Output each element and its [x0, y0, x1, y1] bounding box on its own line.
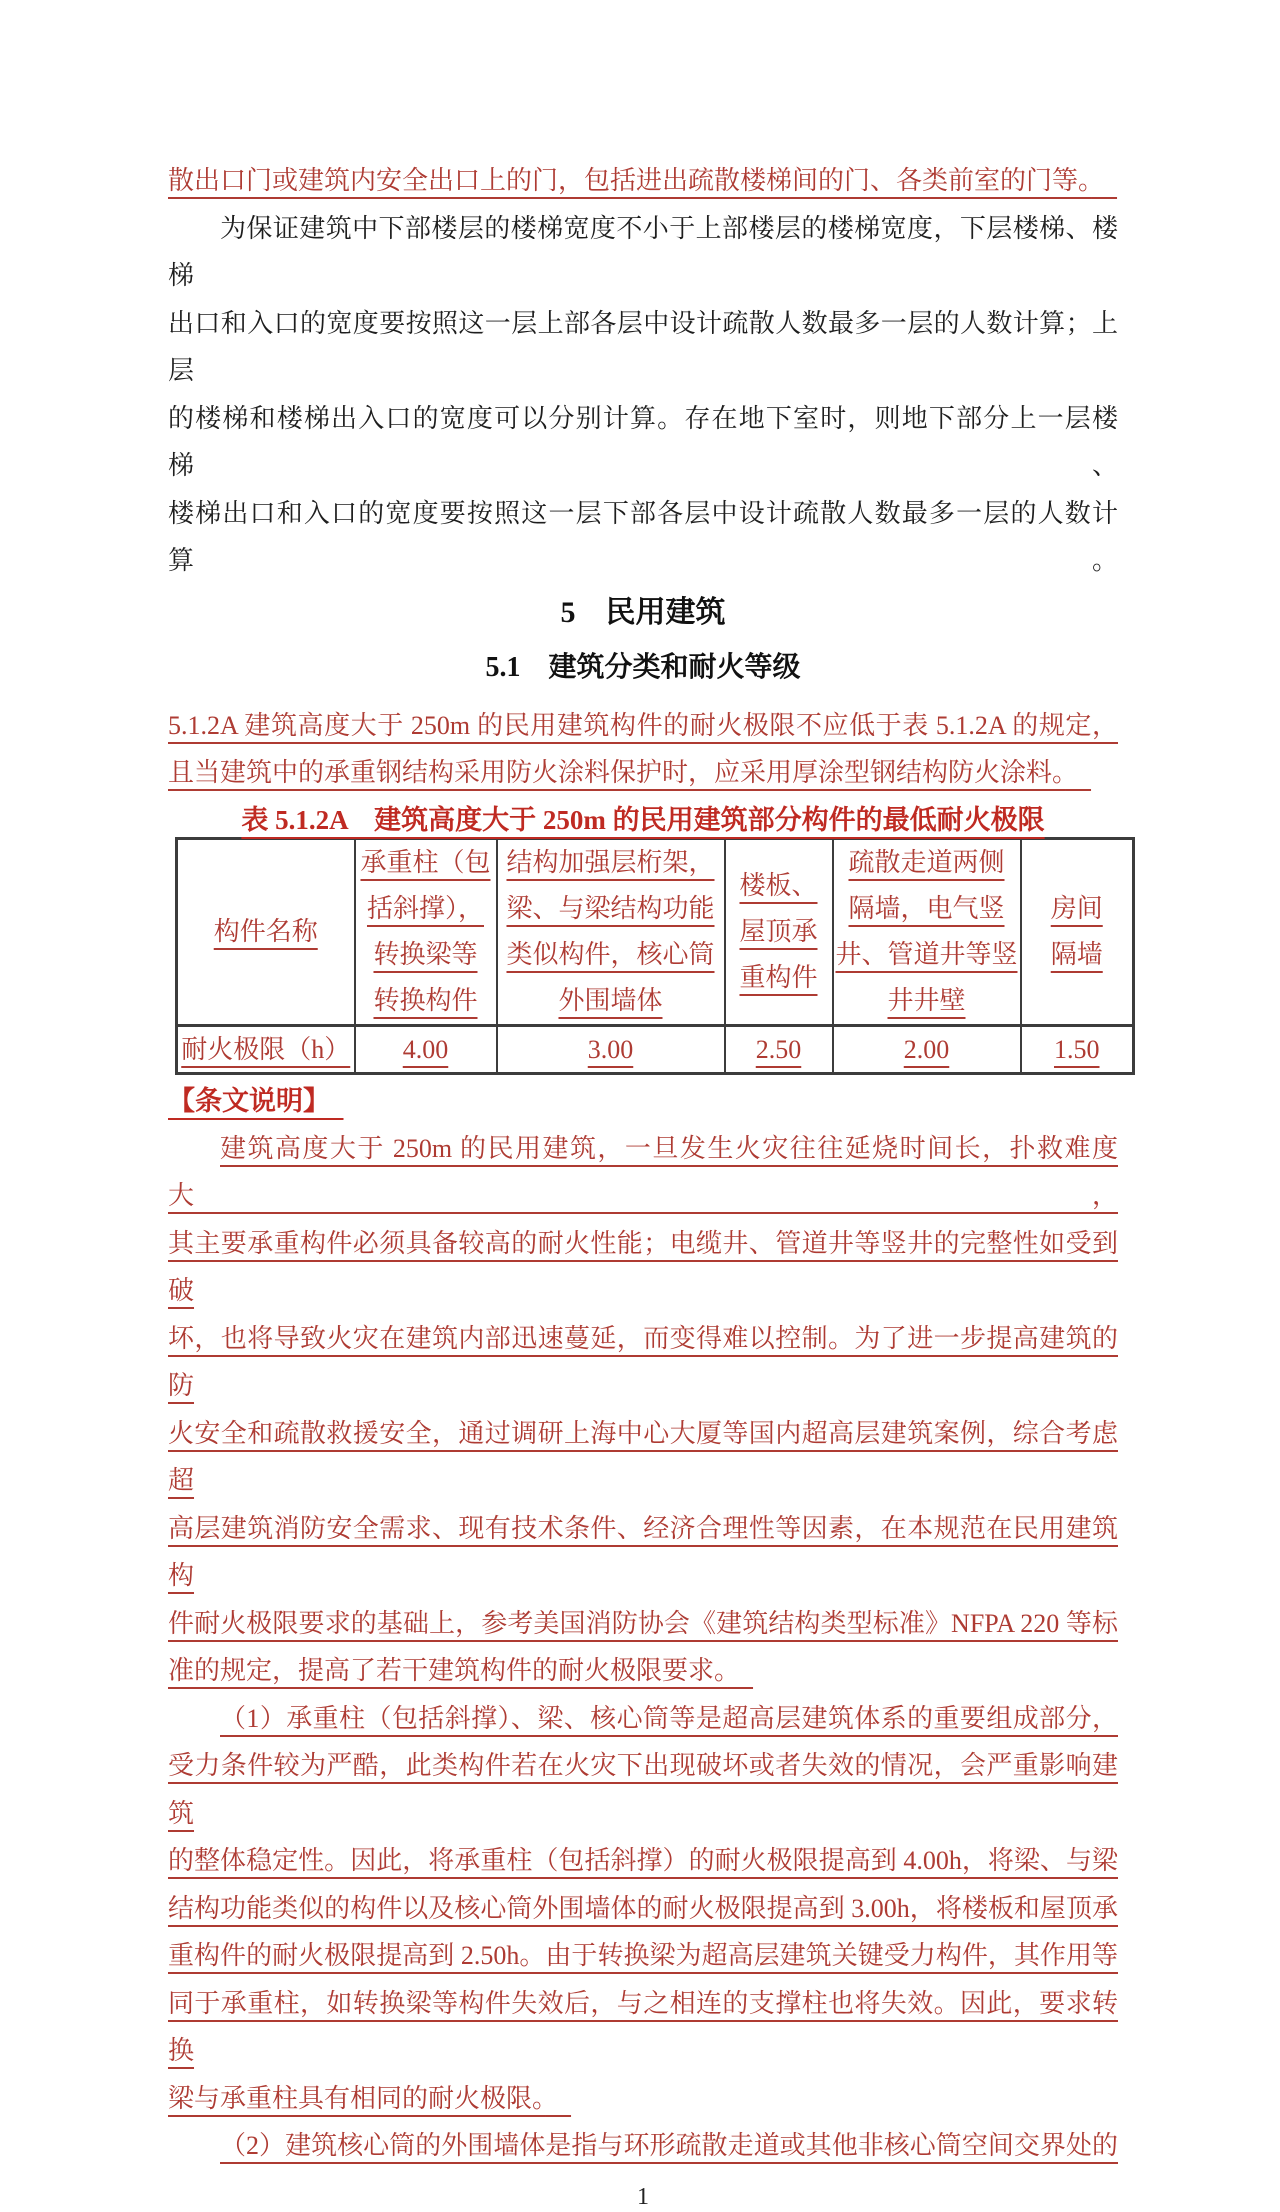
- table-data-row: [177, 1025, 1134, 1073]
- commentary-line: [168, 1647, 1118, 1695]
- commentary-label-line: [168, 1078, 1118, 1125]
- clause-5-1-2A: [168, 702, 1118, 797]
- underline-tail: [317, 1086, 344, 1116]
- header-cell-line: 转换梁等: [373, 939, 478, 969]
- commentary-label: 【条文说明】: [168, 1085, 317, 1116]
- page-number: 1: [637, 2183, 649, 2210]
- table-header-cell-floor-roof: [725, 838, 833, 1025]
- table-value-cell: [725, 1025, 833, 1073]
- commentary-line: 坏，也将导致火灾在建筑内部迅速蔓延，而变得难以控制。为了进一步提高建筑的防: [168, 1323, 1118, 1400]
- commentary-line: （2）建筑核心筒的外围墙体是指与环形疏散走道或其他非核心筒空间交界处的: [220, 2131, 1118, 2160]
- carryover-line: [168, 157, 1118, 205]
- header-cell-line: 括斜撑），: [366, 893, 484, 923]
- commentary-line-text: 准的规定，提高了若干建筑构件的耐火极限要求。: [168, 1656, 728, 1685]
- table-value-cell: [1021, 1025, 1134, 1073]
- table-header-cell-component-name: [177, 838, 355, 1025]
- commentary-line: 其主要承重构件必须具备较高的耐火性能；电缆井、管道井等竖井的完整性如受到破: [168, 1228, 1118, 1305]
- table-value: 2.00: [903, 1034, 950, 1064]
- clause-line: [168, 749, 1118, 797]
- commentary-line: 的整体稳定性。因此，将承重柱（包括斜撑）的耐火极限提高到 4.00h，将梁、与梁: [168, 1846, 1118, 1875]
- table-title-text: 表 5.1.2A 建筑高度大于 250m 的民用建筑部分构件的最低耐火极限: [241, 804, 1045, 835]
- commentary-line: 重构件的耐火极限提高到 2.50h。由于转换梁为超高层建筑关键受力构件，其作用等: [168, 1941, 1118, 1970]
- table-header-cell-corridor-shaft-walls: [833, 838, 1021, 1025]
- table-value: 3.00: [587, 1034, 634, 1064]
- body-paragraph-line: 的楼梯和楼梯出入口的宽度可以分别计算。存在地下室时，则地下部分上一层楼梯、: [168, 403, 1118, 480]
- commentary-line: [168, 2075, 1118, 2123]
- header-cell-line: 承重柱（包: [360, 847, 491, 877]
- header-cell-line: 结构加强层桁架，: [506, 847, 715, 877]
- header-cell-line: 外围墙体: [558, 985, 663, 1015]
- body-paragraph-line: 出口和入口的宽度要按照这一层上部各层中设计疏散人数最多一层的人数计算；上层: [168, 308, 1118, 385]
- header-cell-line: 隔墙: [1050, 939, 1103, 969]
- section-heading: 5.1 建筑分类和耐火等级: [485, 651, 801, 683]
- table-row-label: 耐火极限（h）: [181, 1034, 351, 1064]
- header-cell-line: 重构件: [739, 962, 818, 992]
- table-value: 4.00: [402, 1034, 449, 1064]
- commentary-line-text: 梁与承重柱具有相同的耐火极限。: [168, 2083, 546, 2113]
- commentary-line: 高层建筑消防安全需求、现有技术条件、经济合理性等因素，在本规范在民用建筑构: [168, 1513, 1118, 1590]
- chapter-heading: 5 民用建筑: [560, 595, 726, 629]
- underline-tail: [545, 2084, 571, 2113]
- clause-line: 5.1.2A 建筑高度大于 250m 的民用建筑构件的耐火极限不应低于表 5.1.2A 的规定，: [168, 710, 1118, 740]
- header-cell-line: 类似构件，核心筒: [506, 939, 715, 969]
- underline-tail: [1065, 758, 1091, 787]
- commentary-line: 结构功能类似的构件以及核心筒外围墙体的耐火极限提高到 3.00h，将楼板和屋顶承: [168, 1893, 1118, 1923]
- header-cell-line: 梁、与梁结构功能: [506, 893, 715, 923]
- table-value: 1.50: [1054, 1034, 1100, 1064]
- body-paragraph-line: 为保证建筑中下部楼层的楼梯宽度不小于上部楼层的楼梯宽度，下层楼梯、楼梯: [168, 213, 1118, 290]
- commentary-line: 同于承重柱，如转换梁等构件失效后，与之相连的支撑柱也将失效。因此，要求转换: [168, 1988, 1118, 2065]
- commentary-line: 火安全和疏散救援安全，通过调研上海中心大厦等国内超高层建筑案例，综合考虑超: [168, 1418, 1118, 1495]
- fire-resistance-table: [175, 837, 1135, 1075]
- commentary-line: 件耐火极限要求的基础上，参考美国消防协会《建筑结构类型标准》NFPA 220 等标: [168, 1608, 1118, 1638]
- table-value-cell: [355, 1025, 497, 1073]
- header-cell-line: 疏散走道两侧: [848, 847, 1005, 877]
- table-value-cell: [497, 1025, 725, 1073]
- table-header-row: [177, 838, 1134, 1025]
- header-cell-line: 楼板、: [739, 870, 818, 900]
- underline-tail: [1091, 166, 1117, 195]
- header-cell-line: 井井壁: [887, 985, 966, 1015]
- table-row-label-cell: [177, 1025, 355, 1073]
- table-header-cell-load-bearing-columns: [355, 838, 497, 1025]
- clause-line-text: 且当建筑中的承重钢结构采用防火涂料保护时，应采用厚涂型钢结构防火涂料。: [168, 758, 1066, 787]
- carryover-line-text: 散出口门或建筑内安全出口上的门，包括进出疏散楼梯间的门、各类前室的门等。: [168, 166, 1092, 195]
- table-header-cell-truss-beams-corewall: [497, 838, 725, 1025]
- header-cell-line: 屋顶承: [739, 916, 818, 946]
- table-value: 2.50: [755, 1034, 802, 1064]
- table-header-cell-room-partition: [1021, 838, 1134, 1025]
- table-title: [168, 803, 1118, 837]
- commentary-line: （1）承重柱（包括斜撑）、梁、核心筒等是超高层建筑体系的重要组成部分，: [220, 1703, 1118, 1733]
- header-cell-line: 转换构件: [373, 985, 478, 1015]
- commentary-line: 受力条件较为严酷，此类构件若在火灾下出现破坏或者失效的情况，会严重影响建筑: [168, 1751, 1118, 1828]
- header-cell-line: 井、管道井等竖: [835, 939, 1018, 969]
- commentary-line: 建筑高度大于 250m 的民用建筑，一旦发生火灾往往延烧时间长，扑救难度大，: [168, 1133, 1118, 1210]
- header-cell-line: 构件名称: [213, 916, 318, 946]
- underline-tail: [727, 1656, 753, 1685]
- header-cell-line: 房间: [1050, 893, 1103, 923]
- body-paragraph-line: 楼梯出口和入口的宽度要按照这一层下部各层中设计疏散人数最多一层的人数计算。: [168, 498, 1118, 575]
- table-value-cell: [833, 1025, 1021, 1073]
- header-cell-line: 隔墙，电气竖: [848, 893, 1005, 923]
